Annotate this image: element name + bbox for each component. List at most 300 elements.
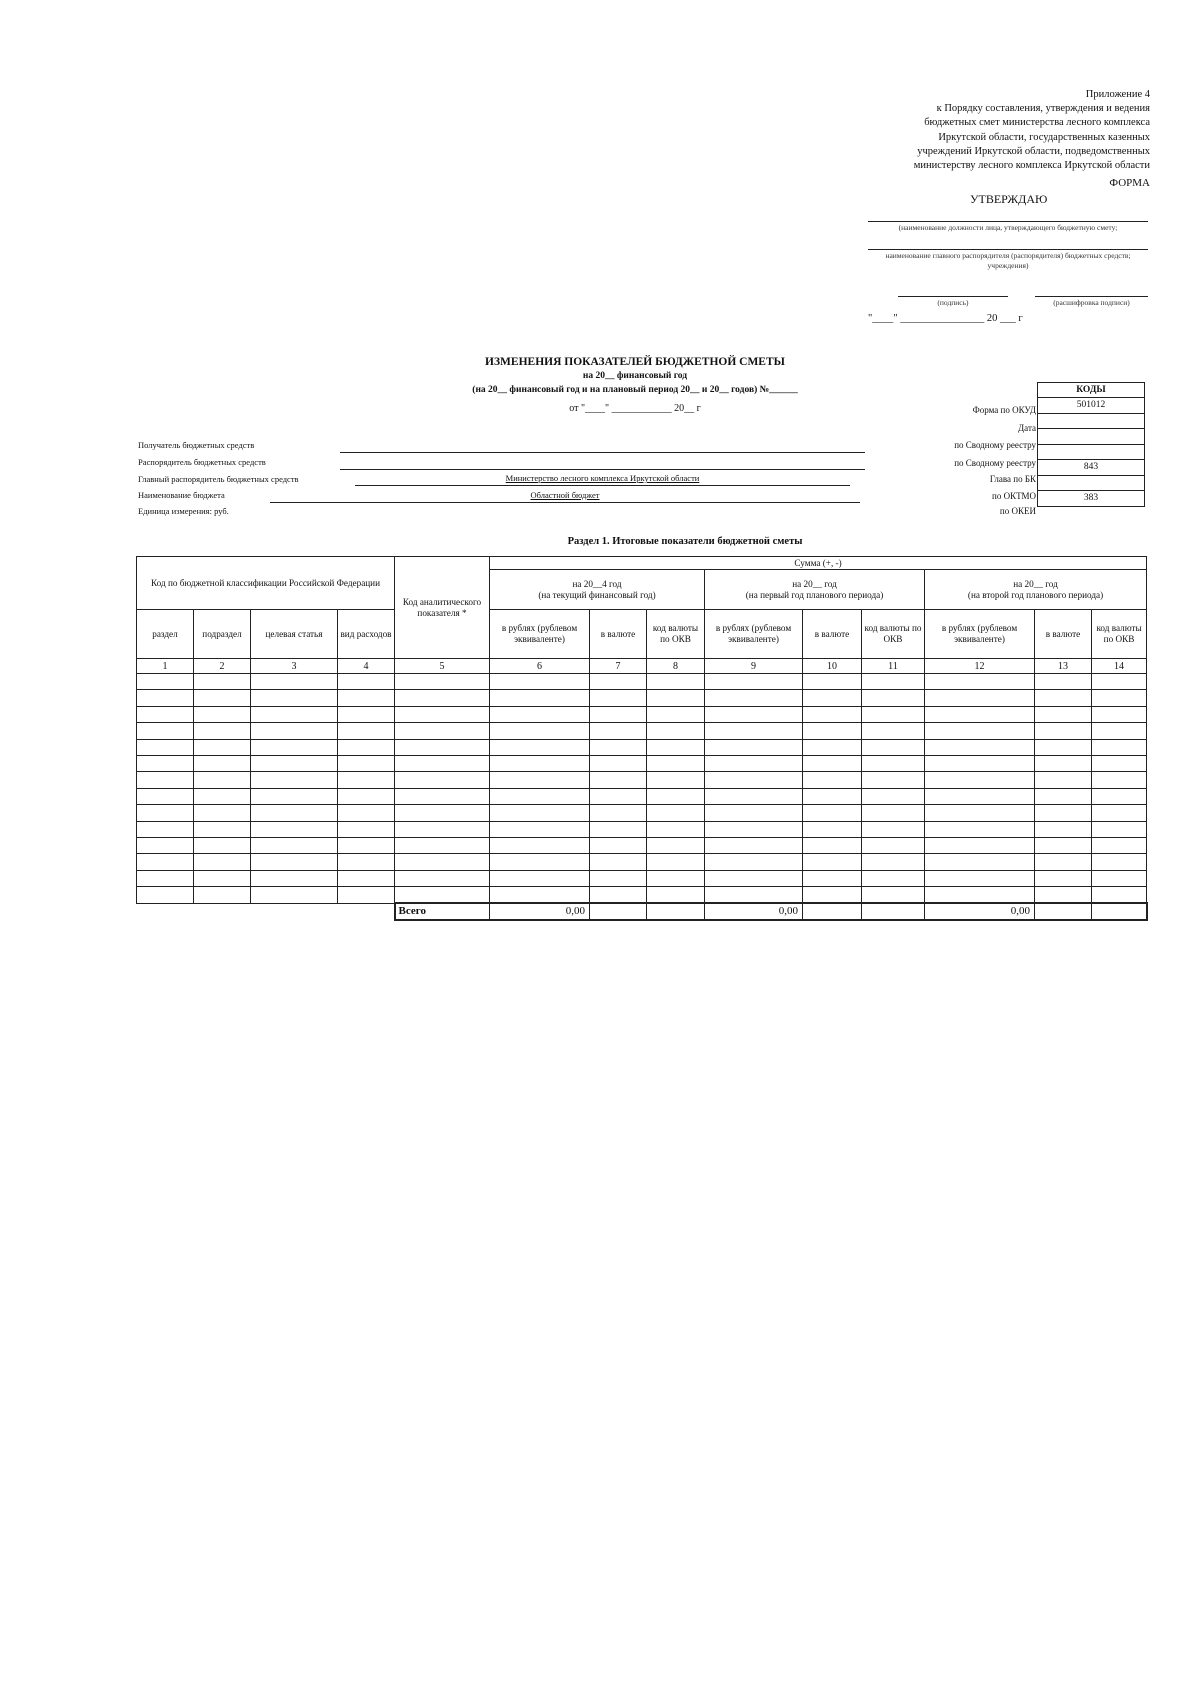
table-cell	[590, 755, 647, 771]
table-cell	[490, 690, 590, 706]
table-cell	[925, 821, 1035, 837]
appendix-line: Приложение 4	[1085, 89, 1150, 100]
table-cell	[1092, 821, 1147, 837]
table-cell	[705, 772, 803, 788]
recipient-line	[340, 452, 865, 453]
total-cell	[590, 903, 647, 920]
table-cell	[490, 739, 590, 755]
table-cell	[251, 821, 338, 837]
budget-line	[270, 502, 860, 503]
table-cell	[925, 887, 1035, 904]
manager-label: Распорядитель бюджетных средств	[138, 457, 266, 467]
table-cell	[395, 723, 490, 739]
position-caption: (наименование должности лица, утверждающего бюджетную смету;	[868, 221, 1148, 233]
chief-manager-line	[355, 485, 850, 486]
table-cell	[803, 887, 862, 904]
table-cell	[1092, 755, 1147, 771]
table-cell	[395, 854, 490, 870]
table-cell	[803, 837, 862, 853]
table-cell	[705, 706, 803, 722]
table-cell	[490, 772, 590, 788]
code-value-okei: 383	[1038, 491, 1145, 507]
code-value-date	[1038, 413, 1145, 429]
appendix-block	[860, 88, 1150, 173]
table-cell	[395, 870, 490, 886]
table-cell	[1035, 690, 1092, 706]
col-target: целевая статья	[251, 610, 338, 659]
table-cell	[251, 805, 338, 821]
table-cell	[1035, 674, 1092, 690]
table-cell	[705, 805, 803, 821]
budget-value: Областной бюджет	[530, 490, 600, 500]
table-cell	[137, 706, 194, 722]
table-row	[137, 755, 1147, 771]
table-cell	[705, 821, 803, 837]
total-cell	[647, 903, 705, 920]
column-number: 5	[395, 659, 490, 674]
unit-label: Единица измерения: руб.	[138, 506, 229, 516]
column-number: 11	[862, 659, 925, 674]
document-title: ИЗМЕНЕНИЯ ПОКАЗАТЕЛЕЙ БЮДЖЕТНОЙ СМЕТЫ	[485, 356, 785, 368]
year1-title: на 20__4 год	[572, 578, 622, 589]
year2-title: на 20__ год	[792, 578, 837, 589]
table-cell	[590, 837, 647, 853]
table-cell	[647, 723, 705, 739]
col-rub-3: в рублях (рублевом эквиваленте)	[925, 610, 1035, 659]
table-cell	[194, 723, 251, 739]
chief-manager-value: Министерство лесного комплекса Иркутской области	[505, 473, 700, 483]
col-currency-3: в валюте	[1035, 610, 1092, 659]
table-cell	[803, 739, 862, 755]
appendix-line: бюджетных смет министерства лесного комплекса	[924, 117, 1150, 129]
document-date: от "____" ____________ 20__ г	[569, 403, 701, 414]
table-cell	[1092, 805, 1147, 821]
table-row	[137, 805, 1147, 821]
manager-caption: наименование главного распорядителя (распорядителя) бюджетных средств; учреждения)	[868, 249, 1148, 271]
table-cell	[862, 837, 925, 853]
table-cell	[862, 706, 925, 722]
appendix-line: учреждений Иркутской области, подведомственных	[917, 145, 1150, 157]
table-cell	[925, 854, 1035, 870]
table-cell	[590, 739, 647, 755]
table-cell	[705, 723, 803, 739]
table-body	[137, 674, 1147, 904]
table-cell	[338, 723, 395, 739]
bk-header: Код по бюджетной классификации Российской Федерации	[137, 557, 395, 610]
signature-caption: (подпись)	[898, 296, 1008, 308]
table-cell	[705, 674, 803, 690]
table-cell	[590, 706, 647, 722]
column-number: 14	[1092, 659, 1147, 674]
table-cell	[803, 772, 862, 788]
table-cell	[925, 805, 1035, 821]
table-cell	[862, 805, 925, 821]
appendix-line: Иркутской области, государственных казенных	[938, 131, 1150, 143]
table-cell	[1035, 805, 1092, 821]
year3-title: на 20__ год	[1013, 578, 1058, 589]
table-cell	[590, 805, 647, 821]
table-cell	[395, 674, 490, 690]
table-cell	[647, 706, 705, 722]
table-cell	[590, 854, 647, 870]
appendix-line: министерству лесного комплекса Иркутской области	[913, 160, 1150, 172]
table-cell	[490, 854, 590, 870]
col-rub-2: в рублях (рублевом эквиваленте)	[705, 610, 803, 659]
table-cell	[1035, 739, 1092, 755]
table-cell	[338, 805, 395, 821]
table-cell	[862, 821, 925, 837]
codes-header: КОДЫ	[1038, 383, 1145, 398]
table-cell	[395, 772, 490, 788]
total-cell	[1035, 903, 1092, 920]
table-cell	[803, 788, 862, 804]
table-cell	[1092, 739, 1147, 755]
table-cell	[395, 739, 490, 755]
table-cell	[590, 887, 647, 904]
table-cell	[803, 723, 862, 739]
table-cell	[1092, 690, 1147, 706]
table-cell	[925, 837, 1035, 853]
table-cell	[803, 805, 862, 821]
table-cell	[590, 788, 647, 804]
table-cell	[338, 690, 395, 706]
col-okv-2: код валюты по ОКВ	[862, 610, 925, 659]
table-cell	[490, 805, 590, 821]
table-cell	[137, 821, 194, 837]
table-cell	[862, 772, 925, 788]
table-cell	[1092, 723, 1147, 739]
table-cell	[395, 887, 490, 904]
table-cell	[862, 870, 925, 886]
table-cell	[251, 870, 338, 886]
year1-header	[490, 570, 705, 610]
table-cell	[194, 755, 251, 771]
table-cell	[647, 739, 705, 755]
table-cell	[647, 690, 705, 706]
document-subtitle-2: (на 20__ финансовый год и на плановый период 20__ и 20__ годов) №______	[472, 385, 798, 395]
column-number: 2	[194, 659, 251, 674]
table-cell	[395, 706, 490, 722]
table-cell	[803, 870, 862, 886]
code-label-okei: по ОКЕИ	[999, 506, 1036, 516]
code-label-date: Дата	[1018, 423, 1036, 433]
table-cell	[194, 821, 251, 837]
table-cell	[647, 788, 705, 804]
table-cell	[1035, 854, 1092, 870]
table-cell	[1092, 837, 1147, 853]
table-cell	[194, 690, 251, 706]
column-number: 6	[490, 659, 590, 674]
budget-label: Наименование бюджета	[138, 490, 225, 500]
table-row	[137, 739, 1147, 755]
table-cell	[705, 739, 803, 755]
total-cell	[803, 903, 862, 920]
table-cell	[338, 772, 395, 788]
table-cell	[925, 755, 1035, 771]
column-number: 12	[925, 659, 1035, 674]
table-cell	[194, 674, 251, 690]
code-value-registry-2	[1038, 444, 1145, 460]
column-number: 8	[647, 659, 705, 674]
table-cell	[590, 772, 647, 788]
table-cell	[925, 870, 1035, 886]
table-row	[137, 706, 1147, 722]
table-row	[137, 788, 1147, 804]
table-cell	[1092, 674, 1147, 690]
total-value-year2: 0,00	[705, 903, 803, 920]
table-cell	[194, 739, 251, 755]
table-cell	[1035, 788, 1092, 804]
table-cell	[490, 821, 590, 837]
table-cell	[395, 837, 490, 853]
table-cell	[490, 674, 590, 690]
table-cell	[647, 772, 705, 788]
table-cell	[862, 723, 925, 739]
table-row	[137, 690, 1147, 706]
document-subtitle: на 20__ финансовый год	[582, 371, 688, 381]
year1-subtitle: (на текущий финансовый год)	[538, 589, 656, 600]
table-cell	[490, 870, 590, 886]
table-cell	[251, 674, 338, 690]
table-cell	[338, 837, 395, 853]
column-number: 7	[590, 659, 647, 674]
table-cell	[137, 870, 194, 886]
col-okv-3: код валюты по ОКВ	[1092, 610, 1147, 659]
codes-table	[1037, 382, 1145, 507]
table-cell	[490, 755, 590, 771]
column-number: 3	[251, 659, 338, 674]
table-cell	[194, 837, 251, 853]
table-cell	[338, 870, 395, 886]
column-number: 9	[705, 659, 803, 674]
col-podrazdel: подраздел	[194, 610, 251, 659]
table-cell	[862, 674, 925, 690]
table-cell	[338, 755, 395, 771]
table-cell	[251, 723, 338, 739]
table-cell	[925, 674, 1035, 690]
table-row	[137, 772, 1147, 788]
table-cell	[194, 772, 251, 788]
table-cell	[395, 755, 490, 771]
form-label: ФОРМА	[1109, 177, 1150, 189]
table-cell	[1035, 723, 1092, 739]
table-cell	[194, 706, 251, 722]
decoding-caption: (расшифровка подписи)	[1035, 296, 1148, 308]
code-label-registry-2: по Сводному реестру	[954, 458, 1036, 468]
table-cell	[862, 788, 925, 804]
table-cell	[803, 674, 862, 690]
table-cell	[137, 690, 194, 706]
table-cell	[251, 788, 338, 804]
table-cell	[705, 854, 803, 870]
code-value-oktmo	[1038, 475, 1145, 491]
table-cell	[803, 854, 862, 870]
column-number: 13	[1035, 659, 1092, 674]
table-cell	[862, 887, 925, 904]
table-cell	[137, 723, 194, 739]
table-cell	[1092, 788, 1147, 804]
table-cell	[194, 854, 251, 870]
table-cell	[803, 690, 862, 706]
total-label: Всего	[395, 903, 490, 920]
code-label-oktmo: по ОКТМО	[992, 491, 1036, 501]
table-cell	[590, 690, 647, 706]
col-currency-1: в валюте	[590, 610, 647, 659]
table-row	[137, 674, 1147, 690]
table-cell	[490, 706, 590, 722]
table-row	[137, 887, 1147, 904]
table-cell	[490, 723, 590, 739]
table-cell	[1092, 854, 1147, 870]
table-cell	[590, 821, 647, 837]
table-cell	[925, 690, 1035, 706]
table-cell	[137, 805, 194, 821]
column-number: 4	[338, 659, 395, 674]
table-cell	[647, 887, 705, 904]
total-value-year3: 0,00	[925, 903, 1035, 920]
table-row	[137, 837, 1147, 853]
table-cell	[705, 870, 803, 886]
table-cell	[137, 854, 194, 870]
table-cell	[862, 690, 925, 706]
table-cell	[1092, 706, 1147, 722]
budget-table	[136, 556, 1148, 921]
table-cell	[251, 755, 338, 771]
code-label-glava: Глава по БК	[989, 474, 1036, 484]
table-cell	[705, 690, 803, 706]
year3-header	[925, 570, 1147, 610]
table-row	[137, 854, 1147, 870]
table-cell	[251, 772, 338, 788]
table-cell	[705, 755, 803, 771]
table-cell	[705, 887, 803, 904]
manager-line	[340, 469, 865, 470]
table-cell	[251, 690, 338, 706]
table-cell	[395, 821, 490, 837]
table-cell	[251, 887, 338, 904]
table-cell	[338, 706, 395, 722]
table-cell	[925, 706, 1035, 722]
column-number: 1	[137, 659, 194, 674]
table-cell	[705, 788, 803, 804]
year3-subtitle: (на второй год планового периода)	[967, 589, 1104, 600]
table-cell	[590, 870, 647, 886]
chief-manager-label: Главный распорядитель бюджетных средств	[138, 474, 299, 484]
table-cell	[490, 837, 590, 853]
table-cell	[1035, 706, 1092, 722]
table-cell	[1035, 821, 1092, 837]
col-okv-1: код валюты по ОКВ	[647, 610, 705, 659]
approval-title: УТВЕРЖДАЮ	[970, 192, 1048, 206]
table-cell	[251, 739, 338, 755]
table-cell	[338, 854, 395, 870]
col-rub-1: в рублях (рублевом эквиваленте)	[490, 610, 590, 659]
code-label-registry-1: по Сводному реестру	[954, 440, 1036, 450]
table-cell	[338, 788, 395, 804]
code-value-glava: 843	[1038, 460, 1145, 476]
table-cell	[862, 854, 925, 870]
table-cell	[490, 887, 590, 904]
table-cell	[194, 887, 251, 904]
sum-header: Сумма (+, -)	[490, 557, 1147, 570]
table-cell	[1035, 755, 1092, 771]
table-cell	[803, 755, 862, 771]
table-cell	[338, 887, 395, 904]
table-row	[137, 821, 1147, 837]
table-cell	[925, 772, 1035, 788]
table-cell	[705, 837, 803, 853]
col-currency-2: в валюте	[803, 610, 862, 659]
table-cell	[1035, 772, 1092, 788]
code-value-okud: 501012	[1038, 398, 1145, 414]
table-cell	[251, 706, 338, 722]
table-cell	[137, 739, 194, 755]
table-cell	[1092, 772, 1147, 788]
table-cell	[647, 854, 705, 870]
code-label-okud: Форма по ОКУД	[972, 405, 1036, 415]
table-cell	[338, 821, 395, 837]
total-cell	[862, 903, 925, 920]
table-cell	[395, 788, 490, 804]
table-cell	[338, 674, 395, 690]
table-cell	[1092, 870, 1147, 886]
table-cell	[647, 870, 705, 886]
year2-header	[705, 570, 925, 610]
appendix-line: к Порядку составления, утверждения и ведения	[936, 103, 1150, 115]
table-cell	[590, 674, 647, 690]
table-cell	[803, 821, 862, 837]
analytic-header: Код аналитического показателя *	[395, 557, 490, 659]
table-cell	[137, 887, 194, 904]
table-cell	[251, 837, 338, 853]
table-cell	[395, 690, 490, 706]
total-cell	[1092, 903, 1147, 920]
column-number: 10	[803, 659, 862, 674]
table-cell	[137, 674, 194, 690]
approval-date: "____" ________________ 20 ___ г	[868, 313, 1023, 324]
table-cell	[137, 788, 194, 804]
table-cell	[194, 870, 251, 886]
table-cell	[925, 788, 1035, 804]
table-row	[137, 723, 1147, 739]
col-kind: вид расходов	[338, 610, 395, 659]
table-cell	[395, 805, 490, 821]
total-spacer	[137, 903, 395, 920]
table-cell	[647, 821, 705, 837]
table-cell	[1035, 870, 1092, 886]
table-cell	[647, 837, 705, 853]
table-cell	[137, 755, 194, 771]
code-value-registry-1	[1038, 429, 1145, 445]
table-cell	[647, 674, 705, 690]
table-cell	[490, 788, 590, 804]
table-cell	[862, 739, 925, 755]
section-title: Раздел 1. Итоговые показатели бюджетной сметы	[567, 536, 803, 547]
table-cell	[137, 837, 194, 853]
table-cell	[862, 755, 925, 771]
recipient-label: Получатель бюджетных средств	[138, 440, 255, 450]
year2-subtitle: (на первый год планового периода)	[745, 589, 884, 600]
table-cell	[1092, 887, 1147, 904]
table-cell	[1035, 837, 1092, 853]
table-cell	[194, 788, 251, 804]
total-value-year1: 0,00	[490, 903, 590, 920]
table-cell	[251, 854, 338, 870]
table-cell	[925, 723, 1035, 739]
table-cell	[338, 739, 395, 755]
table-row	[137, 870, 1147, 886]
col-razdel: раздел	[137, 610, 194, 659]
